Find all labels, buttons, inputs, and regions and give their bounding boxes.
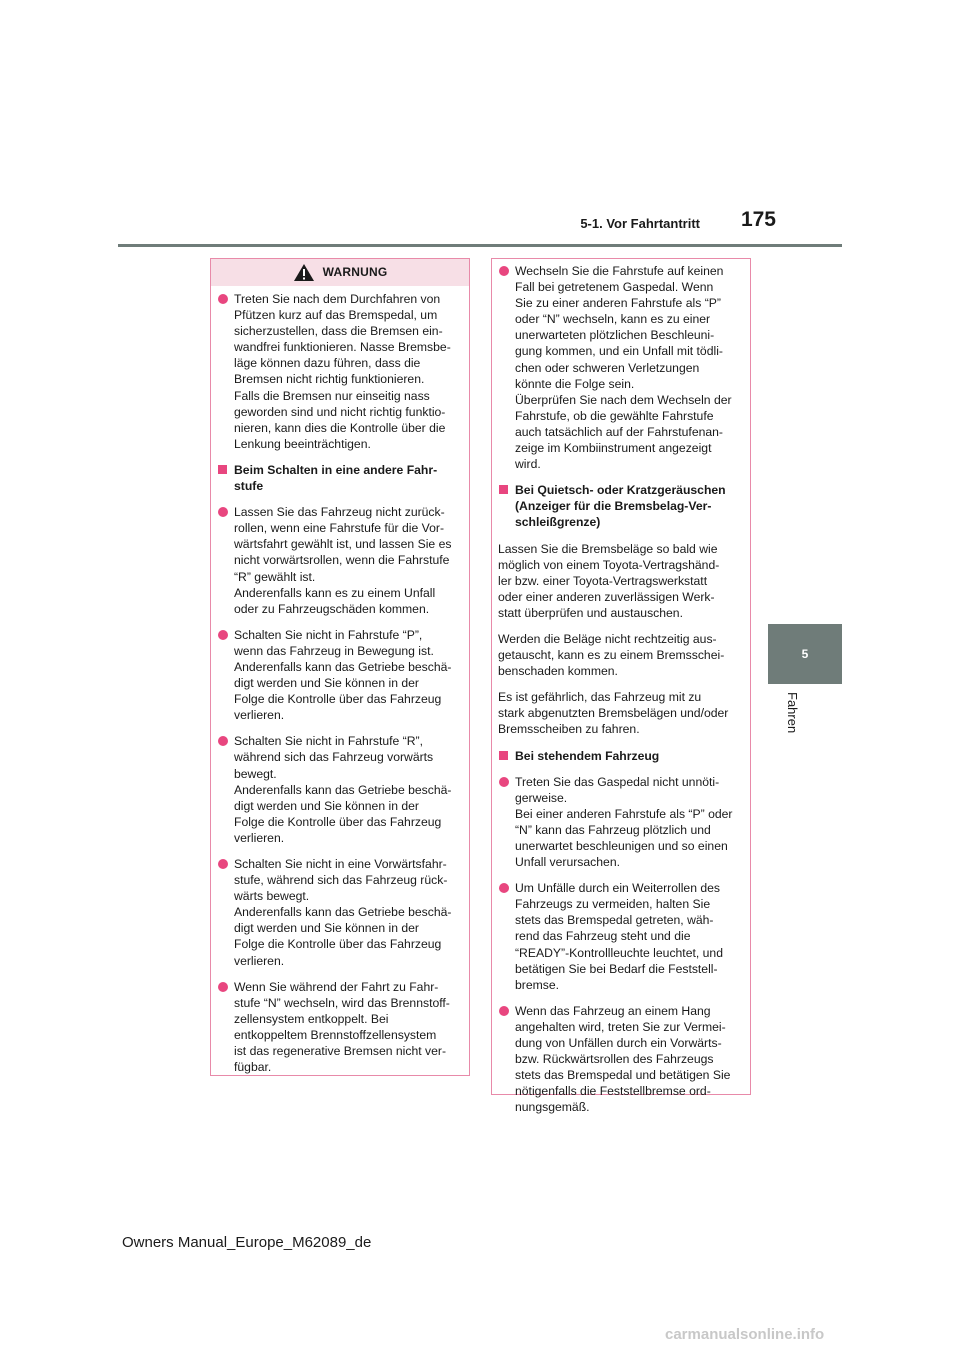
text-line: auch tatsächlich auf der Fahrstufenan- (515, 424, 723, 439)
text-line: Bei Quietsch- oder Kratzgeräuschen (515, 483, 726, 498)
text-line: benschaden kommen. (498, 664, 618, 679)
paragraph (498, 541, 744, 621)
text-line: Lenkung beeinträchtigen. (234, 436, 371, 451)
text-line: geworden sind und nicht richtig funktio- (234, 404, 446, 419)
text-line: rollen, wenn eine Fahrstufe für die Vor- (234, 521, 445, 536)
text-line: nicht vorwärtsrollen, wenn die Fahrstufe (234, 553, 450, 568)
text-line: Fall bei getretenem Gaspedal. Wenn (515, 280, 714, 295)
text-line: könnte die Folge sein. (515, 376, 635, 391)
warning-bullet (217, 856, 463, 969)
text-line: verlieren. (234, 708, 285, 723)
text-line: wird. (515, 457, 541, 472)
text-line: gerweise. (515, 790, 568, 805)
text-line: Folge die Kontrolle über das Fahrzeug (234, 692, 442, 707)
text-line: getauscht, kann es zu einem Bremsschei- (498, 648, 725, 663)
text-line: nieren, kann dies die Kontrolle über die (234, 420, 446, 435)
text-line: nötigenfalls die Feststellbremse ord- (515, 1084, 711, 1099)
text-line: Schalten Sie nicht in Fahrstufe “P”, (234, 627, 423, 642)
warning-content-right (492, 259, 750, 1116)
text-line: Werden die Beläge nicht rechtzeitig aus- (498, 631, 717, 646)
section-title: 5-1. Vor Fahrtantritt (580, 216, 700, 231)
text-line: während sich das Fahrzeug vorwärts (234, 750, 434, 765)
text-line: wandfrei funktionieren. Nasse Bremsbe- (234, 340, 451, 355)
warning-bullet (217, 979, 463, 1076)
text-line: Bei einer anderen Fahrstufe als “P” oder (515, 806, 733, 821)
warning-content-left (211, 286, 469, 1075)
text-line: Es ist gefährlich, das Fahrzeug mit zu (498, 690, 702, 705)
text-line: unerwarteten plötzlichen Beschleuni- (515, 328, 715, 343)
warning-bullet (498, 880, 744, 993)
text-line: Wechseln Sie die Fahrstufe auf keinen (515, 264, 724, 278)
text-line: Anderenfalls kann das Getriebe beschä- (234, 782, 452, 797)
text-line: stets das Bremspedal und betätigen Sie (515, 1068, 731, 1083)
text-line: Bei stehendem Fahrzeug (515, 748, 660, 763)
text-line: läge können dazu führen, dass die (234, 356, 421, 371)
subheading (498, 748, 744, 764)
text-line: digt werden und Sie können in der (234, 921, 419, 936)
text-line: Treten Sie nach dem Durchfahren von (234, 292, 441, 306)
text-line: zellensystem entkoppelt. Bei (234, 1011, 389, 1026)
chapter-title-text: Fahren (785, 692, 800, 734)
text-line: Schalten Sie nicht in Fahrstufe “R”, (234, 734, 423, 749)
warning-bullet (217, 627, 463, 724)
text-line: “READY”-Kontrollleuchte leuchtet, und (515, 945, 723, 960)
text-line: Falls die Bremsen nur einseitig nass (234, 388, 430, 403)
text-line: Beim Schalten in eine andere Fahr- (234, 462, 438, 477)
text-line: oder zu Fahrzeugschäden kommen. (234, 601, 430, 616)
text-line: Überprüfen Sie nach dem Wechseln der (515, 392, 732, 407)
warning-box-left (210, 258, 470, 1076)
subheading (498, 482, 744, 530)
text-line: digt werden und Sie können in der (234, 798, 419, 813)
text-line: Fahrzeugs zu vermeiden, halten Sie (515, 897, 711, 912)
text-line: Wenn Sie während der Fahrt zu Fahr- (234, 979, 439, 994)
paragraph (498, 631, 744, 679)
warning-bullet (217, 291, 463, 452)
text-line: Bremsen nicht richtig funktionieren. (234, 372, 425, 387)
text-line: schleißgrenze) (515, 515, 601, 530)
text-line: Anderenfalls kann das Getriebe beschä- (234, 659, 452, 674)
text-line: zeige im Kombiinstrument angezeigt (515, 441, 712, 456)
warning-triangle-icon (293, 263, 315, 282)
text-line: rend das Fahrzeug steht und die (515, 929, 691, 944)
text-line: ler bzw. einer Toyota-Vertragswerkstatt (498, 573, 708, 588)
text-line: Lassen Sie die Bremsbeläge so bald wie (498, 541, 718, 556)
text-line: chen oder schweren Verletzungen (515, 360, 700, 375)
text-line: Folge die Kontrolle über das Fahrzeug (234, 937, 442, 952)
text-line: nungsgemäß. (515, 1100, 590, 1115)
text-line: wenn das Fahrzeug in Bewegung ist. (234, 643, 434, 658)
chapter-number: 5 (801, 647, 809, 661)
text-line: Fahrstufe, ob die gewählte Fahrstufe (515, 408, 714, 423)
chapter-tab[interactable] (768, 624, 842, 684)
subheading (217, 462, 463, 494)
warning-bullet (217, 733, 463, 846)
text-line: Treten Sie das Gaspedal nicht unnöti- (515, 774, 720, 789)
text-line: stufe, während sich das Fahrzeug rück- (234, 873, 448, 888)
text-line: bremse. (515, 977, 560, 992)
page-number: 175 (740, 208, 776, 231)
warning-bullet (498, 1003, 744, 1116)
warning-header (211, 259, 469, 286)
text-line: digt werden und Sie können in der (234, 676, 419, 691)
text-line: Wenn das Fahrzeug an einem Hang (515, 1003, 711, 1018)
text-line: fügbar. (234, 1060, 272, 1075)
text-line: stets das Bremspedal getreten, wäh- (515, 913, 714, 928)
text-line: unerwartet beschleunigen und so einen (515, 839, 728, 853)
footer-text: Owners Manual_Europe_M62089_de (122, 1234, 372, 1251)
text-line: Schalten Sie nicht in eine Vorwärtsfahr- (234, 857, 447, 871)
text-line: dung von Unfällen durch ein Vorwärts- (515, 1036, 722, 1051)
text-line: gung kommen, und ein Unfall mit tödli- (515, 344, 723, 359)
warning-bullet (498, 774, 744, 871)
warning-bullet (217, 504, 463, 617)
text-line: Bremsscheiben zu fahren. (498, 722, 640, 737)
text-line: Sie zu einer anderen Fahrstufe als “P” (515, 296, 721, 311)
warning-title: WARNUNG (322, 265, 388, 280)
text-line: angehalten wird, treten Sie zur Vermei- (515, 1019, 726, 1034)
text-line: bewegt. (234, 766, 277, 781)
text-line: Unfall verursachen. (515, 855, 620, 870)
text-line: (Anzeiger für die Bremsbelag-Ver- (515, 499, 712, 514)
text-line: wärts bewegt. (234, 889, 310, 904)
text-line: Folge die Kontrolle über das Fahrzeug (234, 814, 442, 829)
text-line: Pfützen kurz auf das Bremspedal, um (234, 308, 438, 323)
text-line: “N” kann das Fahrzeug plötzlich und (515, 822, 711, 837)
text-line: entkoppeltem Brennstoffzellensystem (234, 1027, 437, 1042)
text-line: stufe (234, 479, 264, 494)
text-line: Um Unfälle durch ein Weiterrollen des (515, 881, 721, 896)
header-divider (118, 244, 842, 247)
text-line: betätigen Sie bei Bedarf die Feststell- (515, 961, 718, 976)
text-line: Anderenfalls kann das Getriebe beschä- (234, 905, 452, 920)
text-line: oder einer anderen zuverlässigen Werk- (498, 589, 715, 604)
text-line: oder “N” wechseln, kann es zu einer (515, 312, 711, 327)
text-line: ist das regenerative Bremsen nicht ver- (234, 1044, 447, 1059)
warning-bullet (498, 263, 744, 472)
warning-box-right (491, 258, 751, 1115)
text-line: verlieren. (234, 830, 285, 845)
watermark: carmanualsonline.info (665, 1326, 825, 1343)
text-line: wärtsfahrt gewählt ist, und lassen Sie es (234, 537, 452, 552)
chapter-title (778, 692, 808, 752)
text-line: sicherzustellen, dass die Bremsen ein- (234, 324, 443, 339)
text-line: stufe “N” wechseln, wird das Brennstoff- (234, 995, 450, 1010)
text-line: verlieren. (234, 953, 285, 968)
text-line: Lassen Sie das Fahrzeug nicht zurück- (234, 505, 445, 520)
text-line: stark abgenutzten Bremsbelägen und/oder (498, 706, 729, 721)
paragraph (498, 689, 744, 737)
text-line: statt überprüfen und austauschen. (498, 605, 683, 620)
text-line: bzw. Rückwärtsrollen des Fahrzeugs (515, 1052, 714, 1067)
text-line: möglich von einem Toyota-Vertragshänd- (498, 557, 720, 572)
text-line: “R” gewählt ist. (234, 569, 316, 584)
text-line: Anderenfalls kann es zu einem Unfall (234, 585, 436, 600)
